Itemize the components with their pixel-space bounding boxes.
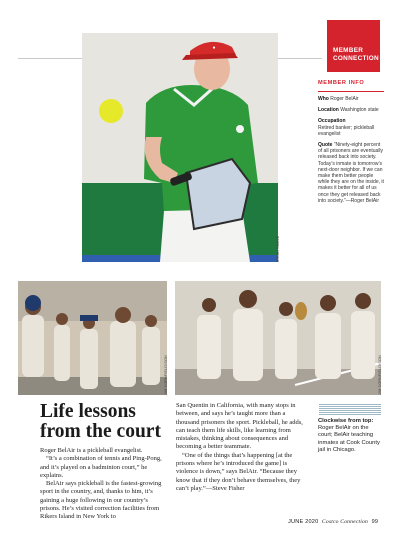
occupation-label: Occupation — [318, 118, 346, 125]
member-info-sidebar — [318, 80, 384, 209]
inmates-photo-left — [18, 281, 167, 395]
article-headline: Life lessons from the court — [40, 401, 161, 442]
inmates-group-illustration — [18, 281, 167, 395]
who-field — [318, 96, 384, 102]
member-info-rule — [318, 91, 384, 92]
caption-title: Clockwise from top: — [318, 418, 374, 424]
location-value: Washington state — [340, 107, 379, 114]
photo-caption — [318, 418, 380, 454]
paragraph-1: Roger BelAir is a pickleball evangelist. — [40, 447, 143, 454]
occupation-field — [318, 118, 384, 137]
page-footer — [288, 519, 378, 525]
occupation-value: Retired banker; pickleball evangelist — [318, 124, 375, 137]
badge-line1: MEMBER — [333, 47, 364, 54]
paragraph-4: San Quentin in California, with many stops in between, and says he’s taught more than a thousand prisoners the sport. Pickleball, he adds, can teach them life skills, like learning from mistakes, thinking about consequences and becoming a better teammate. — [176, 402, 303, 451]
badge-line2: CONNECTION — [333, 54, 379, 62]
paragraph-5: “One of the things that’s happening [at the prisons where he’s introduced the game] is violence is down,” says BelAir. “Because they know that if they don’t behave themselves, they can’t play.”—Steve Fisher — [176, 451, 301, 492]
quote-field — [318, 142, 384, 204]
member-connection-badge — [327, 20, 380, 72]
inmates-playing-illustration — [175, 281, 381, 395]
caption-hatch-decoration — [319, 404, 381, 415]
caption-text: Roger BelAir on the court; BelAir teaching inmates at Cook County jail in Chicago. — [318, 425, 380, 453]
who-label: Who — [318, 96, 329, 102]
paragraph-3: BelAir says pickleball is the fastest-growing sport in the country, and, thanks to him, it’s gaining a huge following in our country’s prisons. He’s visited correction facilities from Rikers Island in New York to — [40, 480, 162, 521]
article-column-1 — [40, 447, 167, 522]
right-photo-credit: JIM CORNFIELD/SON — [378, 355, 382, 395]
article-column-2 — [176, 402, 303, 493]
main-photo-credit: BRIAN SMALE — [276, 235, 280, 262]
pickleball-player-illustration — [82, 33, 278, 262]
left-photo-credit: JIM CORNFIELD/SON — [164, 355, 168, 395]
inmates-photo-right — [175, 281, 381, 395]
svg-text:●: ● — [212, 45, 216, 51]
location-label: Location — [318, 107, 339, 114]
member-info-heading: MEMBER INFO — [318, 80, 365, 86]
who-value: Roger BelAir — [330, 96, 359, 102]
main-photo — [82, 33, 278, 262]
footer-date: JUNE 2020 — [288, 519, 319, 525]
location-field — [318, 107, 384, 113]
quote-value: “Ninety-eight percent of all prisoners are eventually released back into society. Today’s inmate is tomorrow’s next-door neighbor. If we can make them better people while they are on the inside, it makes it better for all of us once they get released back into society.”—Roger BelAir — [318, 142, 384, 204]
quote-label: Quote — [318, 142, 333, 149]
paragraph-2: “It’s a combination of tennis and Ping-Pong, and it’s played on a badminton court,” he explains. — [40, 455, 162, 479]
footer-page-number: 99 — [371, 519, 379, 525]
footer-magazine: Costco Connection — [321, 519, 369, 525]
